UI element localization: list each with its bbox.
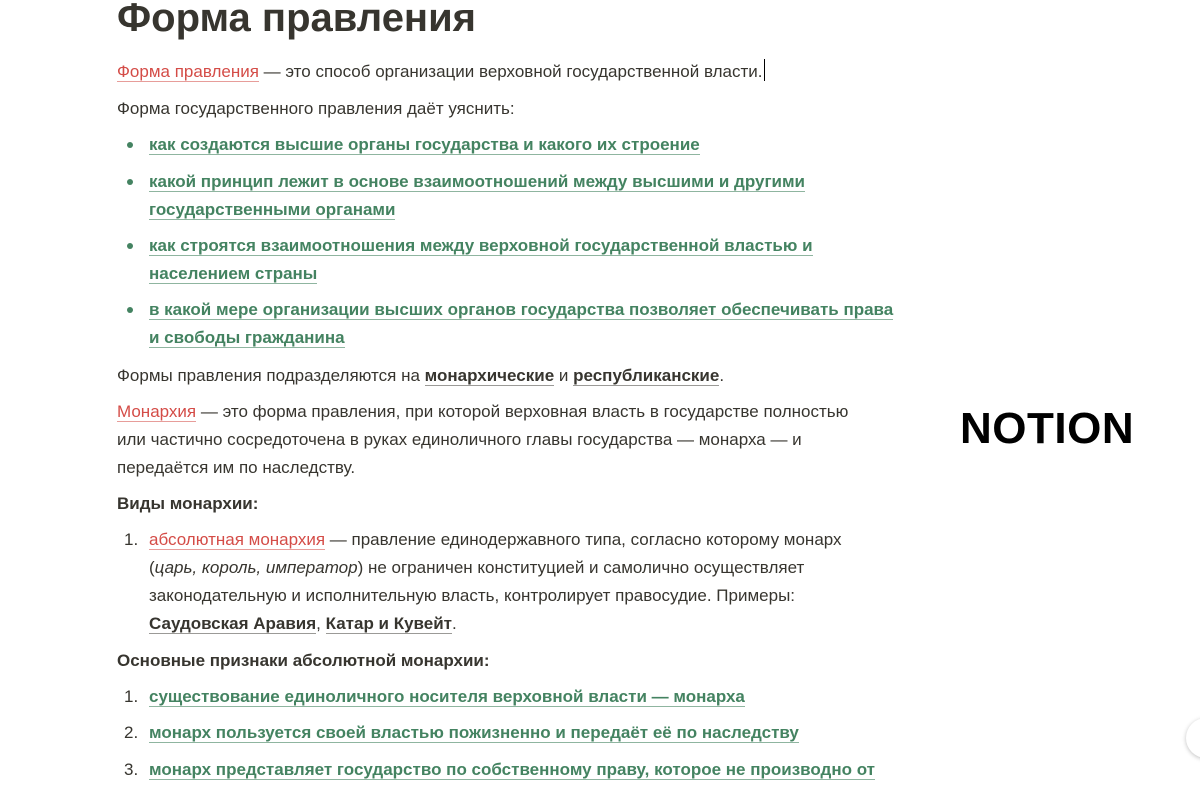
explain-link[interactable]: и свободы гражданина [149, 328, 345, 347]
explain-link[interactable]: как строятся взаимоотношения между верховной государственной властью и [149, 236, 813, 255]
forms-paragraph[interactable] [117, 362, 724, 390]
forms-text: Формы правления подразделяются на [117, 366, 425, 385]
bullet-dot-icon [127, 142, 133, 148]
explain-link[interactable]: как создаются высшие органы государства и какого их строение [149, 135, 700, 154]
list-number: 1. [124, 687, 139, 706]
monarchy-text: или частично сосредоточена в руках единоличного главы государства — монарха — и [117, 430, 802, 449]
absolute-period: . [452, 614, 457, 633]
intro-paragraph[interactable] [117, 58, 765, 86]
term-link-form-of-government[interactable]: Форма правления [117, 62, 259, 81]
monarchy-text: — это форма правления, при которой верховная власть в государстве полностью [196, 402, 849, 421]
sign-link[interactable]: монарх представляет государство по собственному праву, которое не производно от [149, 760, 876, 779]
republican-link[interactable]: республиканские [573, 366, 720, 385]
monarchy-text: передаётся им по наследству. [117, 458, 356, 477]
absolute-italic-text: царь, король, император [154, 558, 358, 577]
text-cursor [764, 59, 765, 81]
explain-link[interactable]: государственными органами [149, 200, 396, 219]
qatar-kuwait-link[interactable]: Катар и Кувейт [325, 614, 453, 633]
explain-link[interactable]: в какой мере организации высших органов государства позволяет обеспечивать права [149, 300, 894, 319]
bullet-dot-icon [127, 307, 133, 313]
scroll-button[interactable] [1186, 718, 1200, 758]
absolute-text: законодательную и исполнительную власть, контролирует правосудие. Примеры: [149, 586, 796, 605]
absolute-separator: , [316, 614, 326, 633]
notion-watermark: NOTION [960, 404, 1135, 453]
forms-period: . [719, 366, 725, 385]
saudi-arabia-link[interactable]: Саудовская Аравия [149, 614, 317, 633]
list-number: 1. [124, 530, 139, 549]
absolute-text: — правление единодержавного типа, согласно которому монарх [325, 530, 842, 549]
monarchic-link[interactable]: монархические [424, 366, 555, 385]
forms-conjunction: и [554, 366, 574, 385]
types-label[interactable]: Виды монархии: [117, 494, 259, 513]
sign-link[interactable]: монарх пользуется своей властью пожизненно и передаёт её по наследству [149, 723, 799, 742]
bullet-dot-icon [127, 243, 133, 249]
absolute-text: ) не ограничен конституцией и самолично осуществляет [357, 558, 805, 577]
term-link-monarchy[interactable]: Монархия [117, 402, 197, 421]
intro-text: — это способ организации верховной государственной власти. [258, 62, 763, 81]
signs-label[interactable]: Основные признаки абсолютной монархии: [117, 651, 490, 670]
bullet-dot-icon [127, 179, 133, 185]
list-number: 2. [124, 723, 139, 742]
explain-link[interactable]: какой принцип лежит в основе взаимоотношений между высшими и другими [149, 172, 806, 191]
list-number: 3. [124, 760, 139, 779]
sign-link[interactable]: существование единоличного носителя верховной власти — монарха [149, 687, 745, 706]
explains-label[interactable]: Форма государственного правления даёт уяснить: [117, 99, 515, 118]
explain-link[interactable]: населением страны [149, 264, 318, 283]
term-link-absolute-monarchy[interactable]: абсолютная монархия [149, 530, 326, 549]
monarchy-paragraph[interactable] [117, 398, 848, 426]
absolute-text: ( [149, 558, 155, 577]
page-title[interactable]: Форма правления [117, 0, 477, 40]
